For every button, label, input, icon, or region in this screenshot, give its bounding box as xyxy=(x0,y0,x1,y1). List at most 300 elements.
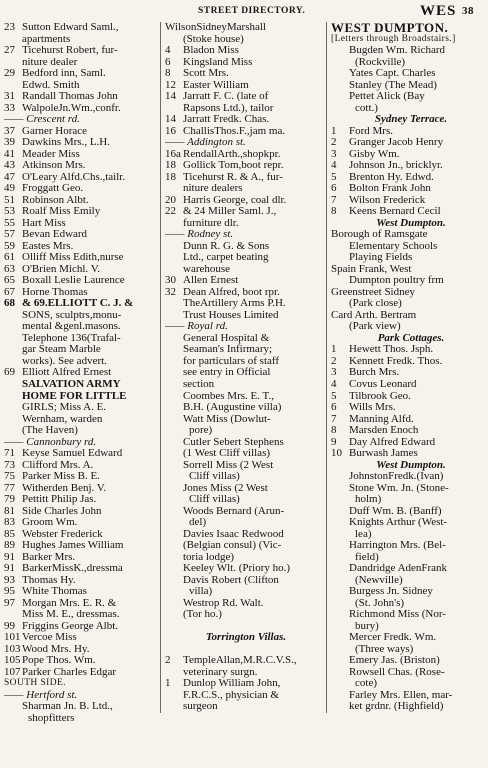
directory-entry xyxy=(331,298,488,310)
column-middle xyxy=(160,22,327,713)
entry-text: GIRLS; Miss A. E. xyxy=(22,402,107,414)
directory-entry xyxy=(165,667,327,679)
house-number: 95 xyxy=(4,586,15,598)
entry-text: Clifford Mrs. A. xyxy=(22,459,94,471)
directory-entry xyxy=(165,229,327,241)
entry-text: Brenton Hy. Edwd. xyxy=(349,171,434,183)
directory-entry xyxy=(331,552,488,564)
directory-entry xyxy=(331,460,488,472)
entry-text: SALVATION ARMY xyxy=(22,378,121,390)
directory-entry xyxy=(331,655,488,667)
house-number: 27 xyxy=(4,45,15,57)
directory-entry xyxy=(165,264,327,276)
entry-text: (The Haven) xyxy=(22,425,78,437)
entry-text: Froggatt Geo. xyxy=(22,183,84,195)
entry-text: Keyse Samuel Edward xyxy=(22,448,123,460)
entry-text: Woods Bernard (Arun- xyxy=(183,505,285,517)
directory-entry xyxy=(4,690,156,702)
directory-entry xyxy=(4,252,156,264)
running-head-title: STREET DIRECTORY. xyxy=(198,6,306,16)
directory-entry xyxy=(165,34,327,46)
house-number: 63 xyxy=(4,263,15,275)
directory-entry xyxy=(4,448,156,460)
entry-text: Tilbrook Geo. xyxy=(349,390,411,402)
directory-entry xyxy=(4,609,156,621)
directory-entry xyxy=(331,425,488,437)
house-number: 8 xyxy=(331,425,337,437)
entry-text: Ticehurst R. & A., fur- xyxy=(183,171,283,183)
entry-text: Sutton Edward Saml., xyxy=(22,22,119,33)
directory-entry xyxy=(331,586,488,598)
directory-entry xyxy=(331,609,488,621)
entry-text: field) xyxy=(355,551,379,563)
entry-text: Dandridge AdenFrank xyxy=(349,563,448,575)
entry-text: Jarratt Fredk. Chas. xyxy=(183,114,270,126)
directory-entry xyxy=(331,483,488,495)
entry-text: Vercoe Miss xyxy=(22,632,77,644)
house-number: 101 xyxy=(4,632,21,644)
directory-entry xyxy=(165,333,327,345)
entry-text: shopfitters xyxy=(28,712,75,724)
directory-entry xyxy=(331,379,488,391)
running-head-code: WES xyxy=(420,3,457,19)
directory-entry xyxy=(165,506,327,518)
directory-entry xyxy=(165,517,327,529)
entry-text: (Rockville) xyxy=(355,56,406,68)
house-number: 49 xyxy=(4,183,15,195)
entry-text: WilsonSidneyMarshall xyxy=(165,22,266,33)
entry-text: Sorrell Miss (2 West xyxy=(183,459,274,471)
entry-text: Jarratt F. C. (late of xyxy=(183,91,269,103)
house-number: 83 xyxy=(4,517,15,529)
house-number: 4 xyxy=(165,45,171,57)
entry-text: Watt Miss (Dowlut- xyxy=(183,413,271,425)
directory-entry xyxy=(165,379,327,391)
entry-text: Pettet Alick (Bay xyxy=(349,91,425,103)
entry-text: Bolton Frank John xyxy=(349,183,431,195)
entry-text: Mercer Fredk. Wm. xyxy=(349,632,437,644)
directory-entry xyxy=(4,632,156,644)
directory-entry xyxy=(165,183,327,195)
entry-text: Meader Miss xyxy=(22,148,80,160)
directory-entry xyxy=(4,206,156,218)
entry-text: Cliff villas) xyxy=(189,494,240,506)
entry-text: TempleAllan,M.R.C.V.S., xyxy=(183,655,297,667)
house-number: 16 xyxy=(165,125,176,137)
entry-text: (1 West Cliff villas) xyxy=(183,448,271,460)
entry-text: SOUTH SIDE. xyxy=(4,678,66,689)
directory-entry xyxy=(165,575,327,587)
entry-text: Dunlop William John, xyxy=(183,678,281,690)
directory-entry xyxy=(4,483,156,495)
house-number: 73 xyxy=(4,459,15,471)
entry-text: Cutler Sebert Stephens xyxy=(183,436,284,448)
directory-entry xyxy=(331,402,488,414)
directory-entry xyxy=(165,632,327,644)
entry-text: Randall Thomas John xyxy=(22,91,118,103)
entry-text: RendallArth.,shopkpr. xyxy=(183,148,281,160)
directory-entry xyxy=(4,57,156,69)
directory-entry xyxy=(4,552,156,564)
entry-text: bury) xyxy=(355,620,379,632)
directory-entry xyxy=(165,160,327,172)
entry-text: Marsden Enoch xyxy=(349,425,419,437)
entry-text: Bladon Miss xyxy=(183,45,239,57)
directory-entry xyxy=(165,80,327,92)
entry-text: ChallisThos.F.,jam ma. xyxy=(183,125,286,137)
directory-entry xyxy=(331,575,488,587)
entry-text: JohnstonFredk.(Ivan) xyxy=(349,471,444,483)
column-left xyxy=(4,22,156,724)
directory-entry xyxy=(165,701,327,713)
directory-entry xyxy=(4,367,156,379)
entry-text: Hewett Thos. Jsph. xyxy=(349,344,434,356)
directory-entry xyxy=(165,195,327,207)
house-number: 8 xyxy=(165,68,171,80)
entry-text: BarkerMissK.,dressma xyxy=(22,563,123,575)
entry-text: Dean Alfred, boot rpr. xyxy=(183,286,280,298)
entry-text: Parker Miss B. E. xyxy=(22,471,100,483)
directory-entry xyxy=(165,149,327,161)
entry-text: Jones Miss (2 West xyxy=(183,482,268,494)
directory-entry xyxy=(165,414,327,426)
house-number: 77 xyxy=(4,482,15,494)
directory-entry xyxy=(4,655,156,667)
directory-entry xyxy=(165,540,327,552)
directory-entry xyxy=(331,126,488,138)
entry-text: Torrington Villas. xyxy=(205,632,287,644)
entry-text: O'Brien Michl. V. xyxy=(22,263,100,275)
directory-entry xyxy=(4,103,156,115)
house-number: 4 xyxy=(331,378,337,390)
house-number: 37 xyxy=(4,125,15,137)
entry-text: Park Cottages. xyxy=(377,332,445,344)
entry-text: Westrop Rd. Walt. xyxy=(183,597,264,609)
directory-entry xyxy=(4,218,156,230)
entry-text: Boxall Leslie Laurence xyxy=(22,275,125,287)
directory-entry xyxy=(4,298,156,310)
directory-entry xyxy=(165,241,327,253)
entry-text: Ltd., carpet beating xyxy=(183,252,269,264)
house-number: 18 xyxy=(165,160,176,172)
house-number: 67 xyxy=(4,286,15,298)
entry-text: niture dealers xyxy=(183,183,243,195)
house-number: 71 xyxy=(4,448,15,460)
entry-text: Atkinson Mrs. xyxy=(22,160,86,172)
entry-text: (Tor ho.) xyxy=(183,609,222,621)
entry-text: Ford Mrs. xyxy=(349,125,394,137)
directory-entry xyxy=(165,321,327,333)
directory-entry xyxy=(4,22,156,34)
entry-text: Elementary Schools xyxy=(349,240,438,252)
entry-text: surgeon xyxy=(183,701,218,713)
house-number: 91 xyxy=(4,563,15,575)
directory-entry xyxy=(165,298,327,310)
house-number: 61 xyxy=(4,252,15,264)
directory-entry xyxy=(165,91,327,103)
entry-text: Bugden Wm. Richard xyxy=(349,45,446,57)
entry-text: Spain Frank, West xyxy=(331,263,412,275)
house-number: 6 xyxy=(165,56,171,68)
entry-text: (Three ways) xyxy=(355,643,414,655)
entry-text: Easter William xyxy=(183,79,249,91)
directory-entry xyxy=(4,45,156,57)
entry-text: Wood Mrs. Hy. xyxy=(22,643,90,655)
house-number: 1 xyxy=(165,678,171,690)
entry-text: section xyxy=(183,378,215,390)
entry-text: West Dumpton. xyxy=(376,459,446,471)
directory-entry xyxy=(331,114,488,126)
directory-entry xyxy=(4,310,156,322)
directory-entry xyxy=(331,287,488,299)
entry-text: Burwash James xyxy=(349,448,418,460)
directory-entry xyxy=(4,598,156,610)
directory-entry xyxy=(165,529,327,541)
house-number: 31 xyxy=(4,91,15,103)
entry-text: Coombes Mrs. E. T., xyxy=(183,390,274,402)
directory-entry xyxy=(331,701,488,713)
entry-text: West Dumpton. xyxy=(376,217,446,229)
directory-entry xyxy=(331,494,488,506)
house-number: 14 xyxy=(165,114,176,126)
running-head xyxy=(0,3,488,19)
house-number: 39 xyxy=(4,137,15,149)
directory-entry xyxy=(331,529,488,541)
directory-entry xyxy=(165,137,327,149)
directory-entry xyxy=(331,667,488,679)
entry-text: Roalf Miss Emily xyxy=(22,206,101,218)
directory-entry xyxy=(331,644,488,656)
entry-text: veterinary surgn. xyxy=(183,666,258,678)
entry-text: Horne Thomas xyxy=(22,286,88,298)
directory-entry xyxy=(165,172,327,184)
house-number: 9 xyxy=(331,436,337,448)
directory-entry xyxy=(331,149,488,161)
house-number: 59 xyxy=(4,240,15,252)
page-number: 38 xyxy=(462,5,474,17)
directory-entry xyxy=(165,275,327,287)
directory-entry xyxy=(331,160,488,172)
entry-text: Pettitt Philip Jas. xyxy=(22,494,97,506)
entry-text: Knights Arthur (West- xyxy=(349,517,448,529)
entry-text: WEST DUMPTON. xyxy=(331,22,449,34)
directory-entry xyxy=(331,344,488,356)
directory-entry xyxy=(331,252,488,264)
directory-entry xyxy=(331,540,488,552)
house-number: 99 xyxy=(4,620,15,632)
directory-entry xyxy=(331,91,488,103)
house-number: 107 xyxy=(4,666,21,678)
entry-text: & 69.ELLIOTT C. J. & xyxy=(22,298,134,310)
house-number: 51 xyxy=(4,194,15,206)
entry-text: General Hospital & xyxy=(183,332,270,344)
directory-entry xyxy=(331,275,488,287)
house-number: 105 xyxy=(4,655,21,667)
directory-entry xyxy=(4,80,156,92)
directory-entry xyxy=(4,229,156,241)
entry-text: Side Charles John xyxy=(22,505,102,517)
entry-text: Richmond Miss (Nor- xyxy=(349,609,446,621)
entry-text: niture dealer xyxy=(22,56,78,68)
directory-entry xyxy=(4,114,156,126)
directory-entry xyxy=(4,402,156,414)
entry-text: Ticehurst Robert, fur- xyxy=(22,45,118,57)
entry-text: B.H. (Augustine villa) xyxy=(183,402,282,414)
house-number: 33 xyxy=(4,102,15,114)
house-number: 7 xyxy=(331,413,337,425)
directory-entry xyxy=(4,425,156,437)
house-number: 2 xyxy=(165,655,171,667)
entry-text: mental &genl.masons. xyxy=(22,321,121,333)
entry-text: lea) xyxy=(355,528,372,540)
entry-text: toria lodge) xyxy=(183,551,235,563)
directory-entry xyxy=(4,563,156,575)
entry-text: —— Cannonbury rd. xyxy=(4,436,97,448)
directory-entry xyxy=(331,310,488,322)
entry-text: Greenstreet Sidney xyxy=(331,286,415,298)
directory-entry xyxy=(331,391,488,403)
entry-text: Olliff Miss Edith,nurse xyxy=(22,252,124,264)
directory-entry xyxy=(4,529,156,541)
house-number: 85 xyxy=(4,528,15,540)
entry-text: see entry in Official xyxy=(183,367,271,379)
entry-text: warehouse xyxy=(183,263,231,275)
house-number: 16a xyxy=(165,148,181,160)
entry-text: Yates Capt. Charles xyxy=(349,68,436,80)
entry-text: Keeley Wlt. (Priory ho.) xyxy=(183,563,291,575)
entry-text: holm) xyxy=(355,494,382,506)
house-number: 6 xyxy=(331,183,337,195)
directory-entry xyxy=(165,103,327,115)
entry-text: —— Addington st. xyxy=(165,137,246,149)
entry-text: O'Leary Alfd.Chs.,tailr. xyxy=(22,171,126,183)
entry-text: Eastes Mrs. xyxy=(22,240,74,252)
entry-text: Davis Robert (Clifton xyxy=(183,574,279,586)
directory-entry xyxy=(165,402,327,414)
column-right xyxy=(326,22,488,713)
directory-entry xyxy=(4,586,156,598)
directory-entry xyxy=(331,206,488,218)
house-number: 30 xyxy=(165,275,176,287)
entry-text: Borough of Ramsgate xyxy=(331,229,428,241)
house-number: 5 xyxy=(331,171,337,183)
directory-entry xyxy=(4,506,156,518)
directory-entry xyxy=(4,460,156,472)
entry-text: Card Arth. Bertram xyxy=(331,309,417,321)
directory-entry xyxy=(331,80,488,92)
entry-text: del) xyxy=(189,517,207,529)
directory-entry xyxy=(165,690,327,702)
entry-text: apartments xyxy=(22,33,71,45)
directory-entry xyxy=(4,379,156,391)
entry-text: Hughes James William xyxy=(22,540,124,552)
entry-text: gar Steam Marble xyxy=(22,344,101,356)
entry-text: Hart Miss xyxy=(22,217,66,229)
entry-text: —— Hertford st. xyxy=(4,689,78,701)
directory-entry xyxy=(165,356,327,368)
entry-text: Friggins George Albt. xyxy=(22,620,119,632)
entry-text: Farley Mrs. Ellen, mar- xyxy=(349,689,453,701)
directory-entry xyxy=(165,678,327,690)
directory-entry xyxy=(4,621,156,633)
entry-text: Kennett Fredk. Thos. xyxy=(349,355,443,367)
entry-text: Playing Fields xyxy=(349,252,413,264)
directory-entry xyxy=(331,437,488,449)
entry-text: Elliott Alfred Ernest xyxy=(22,367,112,379)
entry-text: Allen Ernest xyxy=(183,275,239,287)
directory-entry xyxy=(165,552,327,564)
directory-entry xyxy=(4,172,156,184)
entry-text: Wilson Frederick xyxy=(349,194,426,206)
house-number: 23 xyxy=(4,22,15,33)
directory-entry xyxy=(4,540,156,552)
directory-entry xyxy=(331,229,488,241)
directory-entry xyxy=(331,34,488,46)
directory-entry xyxy=(331,137,488,149)
directory-entry xyxy=(165,621,327,633)
directory-entry xyxy=(4,344,156,356)
house-number: 55 xyxy=(4,217,15,229)
house-number: 91 xyxy=(4,551,15,563)
directory-entry xyxy=(4,644,156,656)
directory-entry xyxy=(331,356,488,368)
entry-text: —— Royal rd. xyxy=(165,321,228,333)
directory-entry xyxy=(165,310,327,322)
directory-entry xyxy=(4,195,156,207)
directory-entry xyxy=(331,68,488,80)
entry-text: & 24 Miller Saml. J., xyxy=(183,206,277,218)
directory-entry xyxy=(331,506,488,518)
entry-text: cott.) xyxy=(355,102,378,114)
entry-text: Gisby Wm. xyxy=(349,148,400,160)
directory-entry xyxy=(4,149,156,161)
directory-entry xyxy=(165,287,327,299)
entry-text: for particulars of staff xyxy=(183,355,280,367)
directory-entry xyxy=(331,264,488,276)
entry-text: HOME FOR LITTLE xyxy=(22,390,127,402)
directory-entry xyxy=(331,333,488,345)
entry-text: Harrington Mrs. (Bel- xyxy=(349,540,446,552)
entry-text: Wernham, warden xyxy=(22,413,103,425)
directory-entry xyxy=(4,494,156,506)
directory-entry xyxy=(165,391,327,403)
house-number: 2 xyxy=(331,137,337,149)
directory-entry xyxy=(165,609,327,621)
directory-entry xyxy=(331,172,488,184)
entry-text: Telephone 136(Trafal- xyxy=(22,332,121,344)
entry-text: Garner Horace xyxy=(22,125,88,137)
house-number: 18 xyxy=(165,171,176,183)
entry-text: F.R.C.S., physician & xyxy=(183,689,279,701)
entry-text: Day Alfred Edward xyxy=(349,436,436,448)
house-number: 79 xyxy=(4,494,15,506)
house-number: 53 xyxy=(4,206,15,218)
house-number: 65 xyxy=(4,275,15,287)
entry-text: Barker Mrs. xyxy=(22,551,76,563)
entry-text: Bedford inn, Saml. xyxy=(22,68,106,80)
entry-text: Rowsell Chas. (Rose- xyxy=(349,666,445,678)
entry-text: Davies Isaac Redwood xyxy=(183,528,284,540)
directory-entry xyxy=(331,632,488,644)
entry-text: Witherden Benj. V. xyxy=(22,482,107,494)
directory-entry xyxy=(331,45,488,57)
directory-entry xyxy=(165,563,327,575)
entry-text: Keens Bernard Cecil xyxy=(349,206,441,218)
entry-text: Granger Jacob Henry xyxy=(349,137,444,149)
house-number: 89 xyxy=(4,540,15,552)
entry-text: furniture dlr. xyxy=(183,217,239,229)
entry-text: Harris George, coal dlr. xyxy=(183,194,287,206)
